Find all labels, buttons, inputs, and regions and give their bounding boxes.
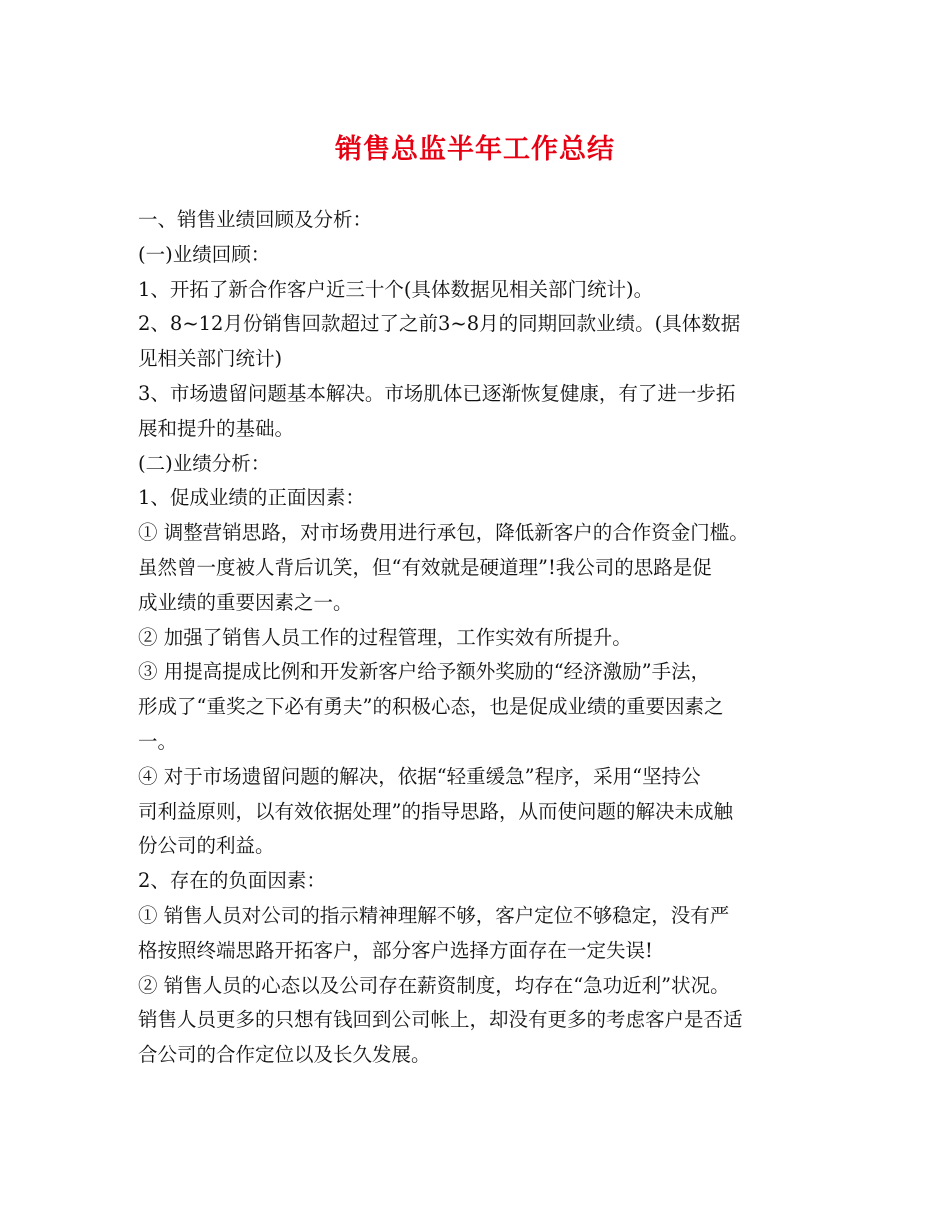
text-line: 一、销售业绩回顾及分析： [138, 208, 373, 231]
text-line: 合公司的合作定位以及长久发展。 [138, 1043, 431, 1067]
text-line: 司利益原则，以有效依据处理”的指导思路，从而使问题的解决未成触 [138, 799, 733, 823]
text-line: 格按照终端思路开拓客户，部分客户选择方面存在一定失误! [138, 938, 653, 962]
text-line: ① 销售人员对公司的指示精神理解不够，客户定位不够稳定，没有严 [138, 903, 730, 927]
text-line: 1、开拓了新合作客户近三十个(具体数据见相关部门统计)。 [138, 277, 654, 301]
text-line: 3、市场遗留问题基本解决。市场肌体已逐渐恢复健康，有了进一步拓 [138, 381, 736, 405]
text-line: ② 加强了销售人员工作的过程管理，工作实效有所提升。 [138, 625, 632, 649]
text-line: ④ 对于市场遗留问题的解决，依据“轻重缓急”程序，采用“坚持公 [138, 764, 701, 788]
text-line: 一。 [138, 729, 178, 753]
text-line: 形成了“重奖之下必有勇夫”的积极心态，也是促成业绩的重要因素之 [138, 695, 724, 719]
text-line: 2、8~12月份销售回款超过了之前3~8月的同期回款业绩。(具体数据 [138, 312, 741, 336]
text-line: 份公司的利益。 [138, 834, 275, 858]
text-line: 成业绩的重要因素之一。 [138, 590, 353, 614]
document-title: 销售总监半年工作总结 [335, 134, 615, 165]
text-line: 虽然曾一度被人背后讥笑，但“有效就是硬道理”!我公司的思路是促 [138, 555, 712, 579]
text-line: 展和提升的基础。 [138, 416, 295, 440]
text-line: ② 销售人员的心态以及公司存在薪资制度，均存在“急功近利”状况。 [138, 973, 730, 997]
text-line: ① 调整营销思路，对市场费用进行承包，降低新客户的合作资金门槛。 [138, 521, 749, 545]
text-line: (一)业绩回顾： [138, 242, 271, 266]
text-line: (二)业绩分析： [138, 451, 271, 475]
text-line: 2、存在的负面因素： [138, 869, 326, 893]
text-line: 见相关部门统计) [138, 347, 283, 371]
text-line: 1、促成业绩的正面因素： [138, 486, 365, 510]
text-line: 销售人员更多的只想有钱回到公司帐上，却没有更多的考虑客户是否适 [138, 1008, 743, 1032]
document-body [138, 203, 818, 1073]
text-line: ③ 用提高提成比例和开发新客户给予额外奖励的“经济激励”手法， [138, 660, 711, 684]
